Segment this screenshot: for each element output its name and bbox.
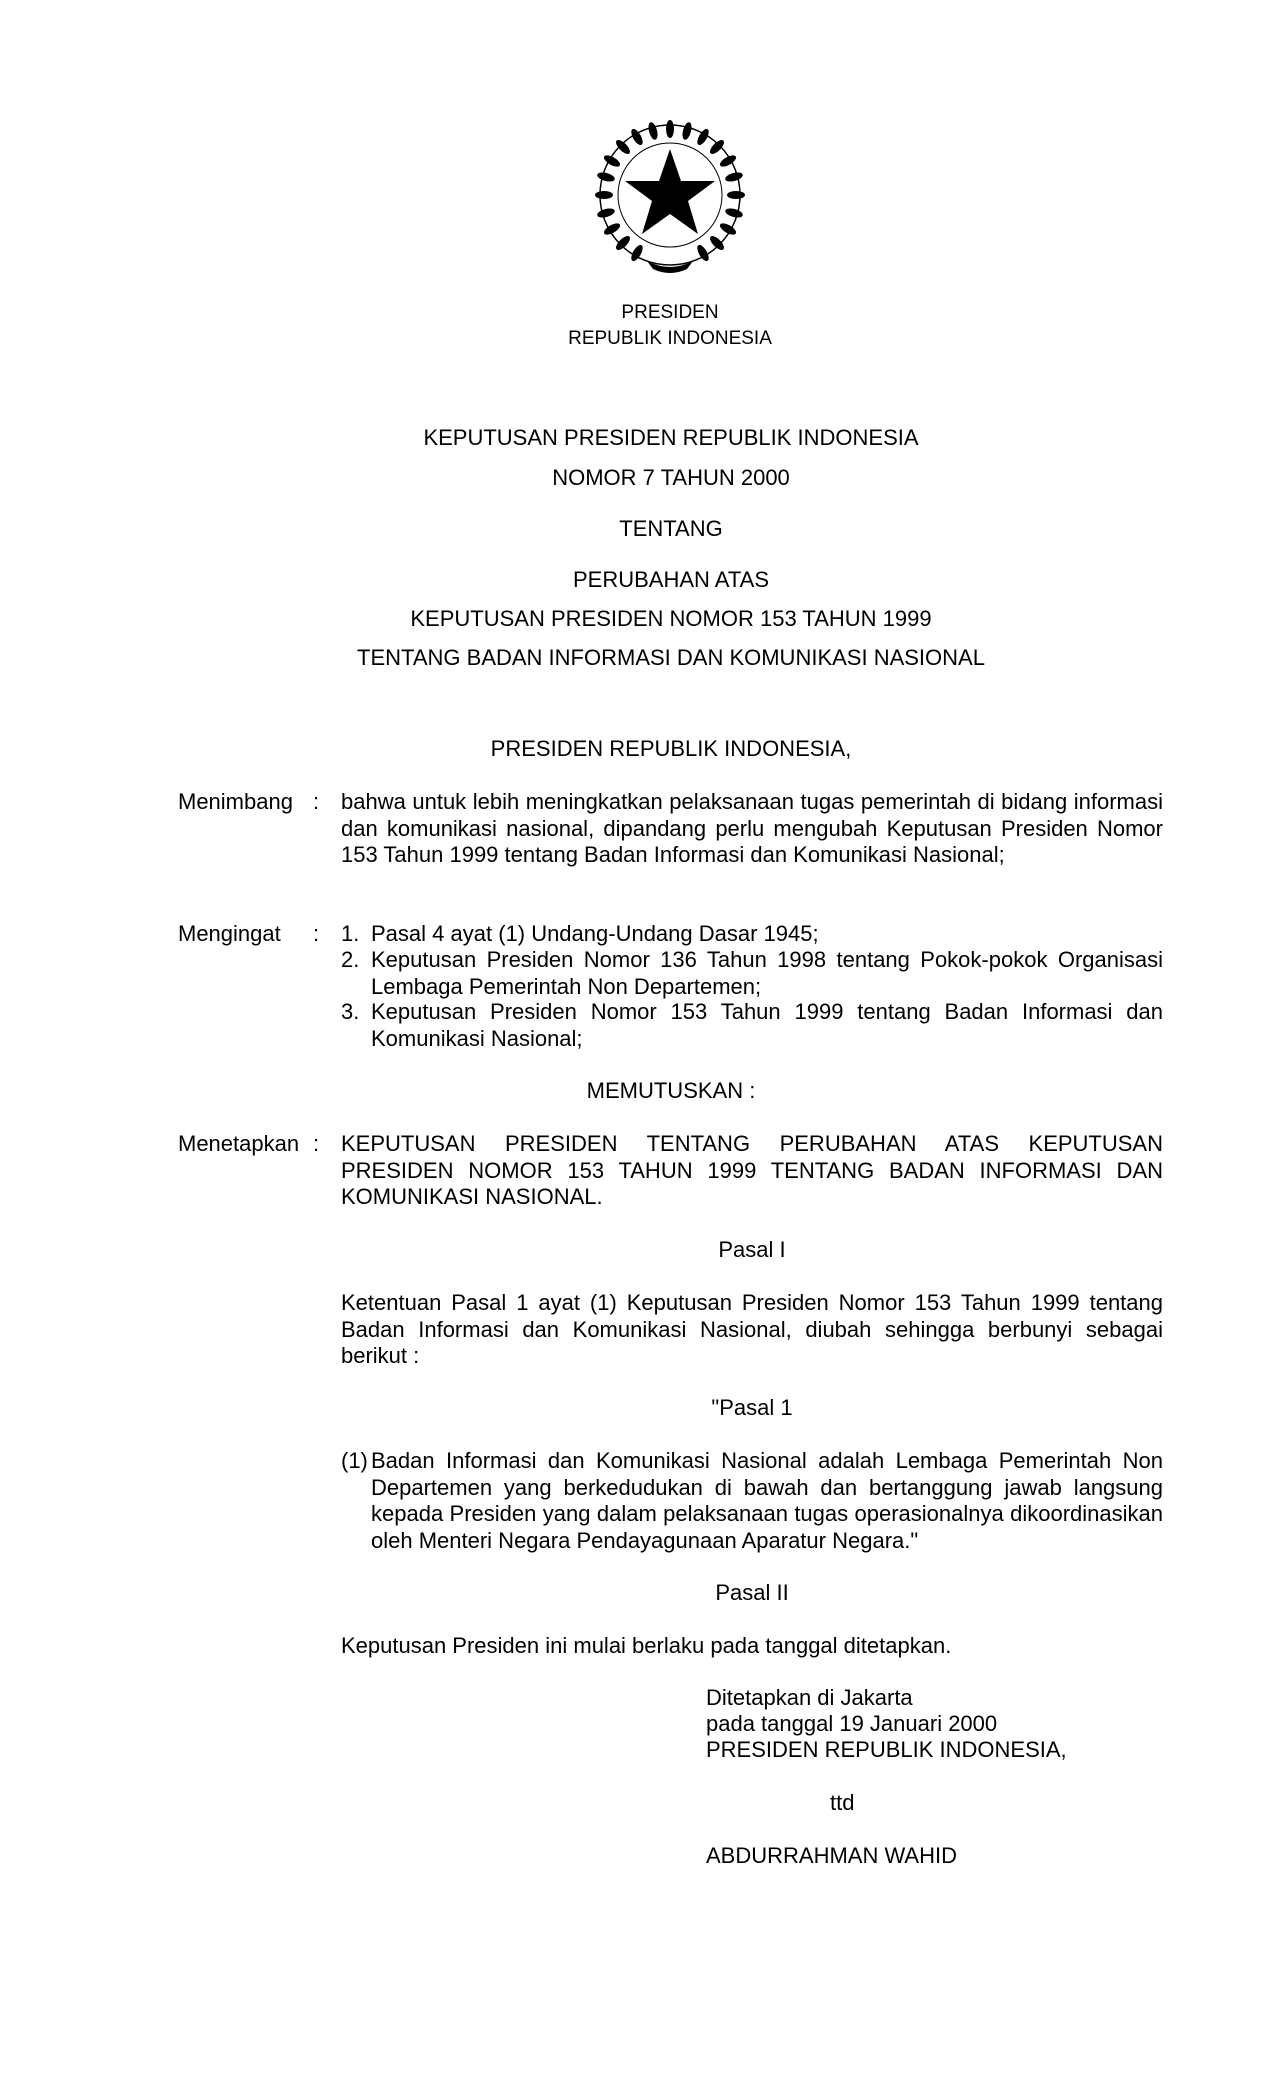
pasal-2-text: Keputusan Presiden ini mulai berlaku pada tanggal ditetapkan. [341,1633,952,1658]
mengingat-label: Mengingat [178,921,281,946]
title-line3: TENTANG [619,516,723,541]
mengingat-item-number: 3. [341,999,360,1024]
mengingat-item-number: 1. [341,921,360,946]
mengingat-item [341,947,1163,1000]
menetapkan-text: KEPUTUSAN PRESIDEN TENTANG PERUBAHAN ATAS KEPUTUSAN PRESIDEN NOMOR 153 TAHUN 1999 TENTANG BADAN INFORMASI DAN KOMUNIKASI NASIONAL. [341,1131,1163,1209]
signature-place: Ditetapkan di Jakarta [706,1685,913,1710]
mengingat-item-text: Keputusan Presiden Nomor 136 Tahun 1998 tentang Pokok-pokok Organisasi Lembaga Pemerintah Non Departemen; [371,947,1163,999]
title-line1: KEPUTUSAN PRESIDEN REPUBLIK INDONESIA [423,425,919,450]
issuer: PRESIDEN REPUBLIK INDONESIA, [490,736,852,761]
signature-name: ABDURRAHMAN WAHID [706,1843,957,1868]
menetapkan-label: Menetapkan [178,1131,300,1156]
letterhead-line2: REPUBLIK INDONESIA [568,328,772,349]
menetapkan-colon: : [313,1131,320,1156]
signature-ttd: ttd [830,1790,855,1815]
mengingat-colon: : [313,921,320,946]
menimbang-label: Menimbang [178,789,293,814]
mengingat-item-number: 2. [341,947,360,972]
letterhead-line1: PRESIDEN [621,302,719,323]
quoted-ayat-number: (1) [341,1448,368,1473]
title-line5: KEPUTUSAN PRESIDEN NOMOR 153 TAHUN 1999 [410,606,932,631]
pasal-1-text: Ketentuan Pasal 1 ayat (1) Keputusan Presiden Nomor 153 Tahun 1999 tentang Badan Informasi dan Komunikasi Nasional, diubah sehingga berbunyi sebagai berikut : [341,1290,1163,1368]
menimbang-text: bahwa untuk lebih meningkatkan pelaksanaan tugas pemerintah di bidang informasi dan komunikasi nasional, dipandang perlu mengubah Keputusan Presiden Nomor 153 Tahun 1999 tentang Badan Informasi dan Komunikasi Nasional; [341,789,1163,867]
signature-date: pada tanggal 19 Januari 2000 [706,1711,998,1736]
memutuskan-heading: MEMUTUSKAN : [586,1078,756,1103]
title-line4: PERUBAHAN ATAS [572,567,769,592]
star-wreath-icon [587,115,753,277]
presidential-emblem [587,115,753,277]
mengingat-item-text: Pasal 4 ayat (1) Undang-Undang Dasar 1945; [371,921,819,946]
title-line2: NOMOR 7 TAHUN 2000 [552,465,790,490]
mengingat-item [341,921,1163,948]
menimbang-colon: : [313,789,320,814]
quoted-ayat [341,1448,1163,1554]
quoted-pasal-heading: "Pasal 1 [711,1395,793,1420]
quoted-ayat-text: Badan Informasi dan Komunikasi Nasional adalah Lembaga Pemerintah Non Departemen yang berkedudukan di bawah dan bertanggung jawab langsung kepada Presiden yang dalam pelaksanaan tugas operasionalnya dikoordinasikan oleh Menteri Negara Pendayagunaan Aparatur Negara." [371,1448,1163,1553]
signature-office: PRESIDEN REPUBLIK INDONESIA, [706,1737,1067,1762]
pasal-1-heading: Pasal I [718,1237,786,1262]
mengingat-item-text: Keputusan Presiden Nomor 153 Tahun 1999 tentang Badan Informasi dan Komunikasi Nasional; [371,999,1163,1051]
title-line6: TENTANG BADAN INFORMASI DAN KOMUNIKASI NASIONAL [357,645,985,670]
mengingat-item [341,999,1163,1052]
pasal-2-heading: Pasal II [715,1580,789,1605]
